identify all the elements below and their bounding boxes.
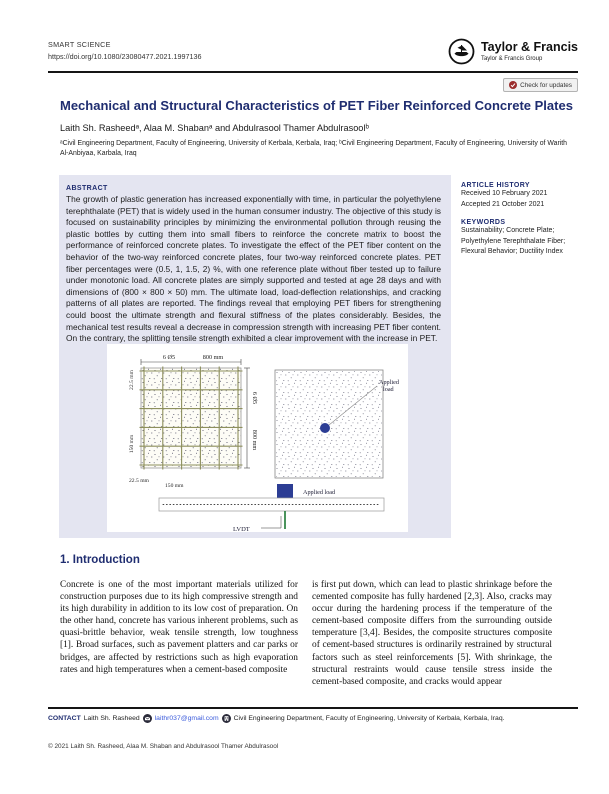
masthead <box>48 40 578 65</box>
publisher-text <box>481 41 578 62</box>
dim-label-bar-spacing: 150 mm <box>129 434 135 454</box>
contact-email-link[interactable]: laithr037@gmail.com <box>154 715 219 722</box>
footer-rule <box>48 707 578 709</box>
article-history-heading: ARTICLE HISTORY <box>461 182 531 189</box>
contact-affiliation: Civil Engineering Department, Faculty of Engineering, University of Kerbala, Kerbala, Iraq. <box>233 715 505 722</box>
applied-load-section-label: Applied load <box>303 489 336 496</box>
keywords-heading: KEYWORDS <box>461 219 506 226</box>
contact-name: Laith Sh. Rasheed <box>83 715 140 722</box>
envelope-icon <box>143 714 152 723</box>
abstract-text: The growth of plastic generation has increased exponentially with time, in particular the polyethylene terephthalate (PET) that is widely used in the human consumer industry. The objective of this study is focused on sustainability principles by minimizing the environmental pollution through reusing the plastic bottles by cutting them into small fibers to reinforce the concrete matrix to boost the performance of reinforced concrete plates. To investigate the effect of the PET fiber content on the behavior of the two-way reinforced concrete plates, four two-way reinforced concrete plates. PET fiber percentages were (0.5, 1, 1.5, 2) %, with one reference plate without fiber tested up to failure under monotonic load. All concrete plates are simply supported and tested at age 28 days and with dimensions of (800 × 800 × 50) mm. The ultimate load, load-deflection relationships, and cracking patterns of all plates are reported. The findings reveal that employing PET fibers for strengthening could boost the ultimate strength and flexural stiffness of the plates considerably. Besides, the mechanical test results reveal a decrease in compression strength with increasing PET fiber content. On the contrary, the splitting tensile strength exhibited a clear improvement with the increase in PET. <box>66 194 441 344</box>
lvdt-label: LVDT <box>233 526 250 532</box>
plate-plan-view <box>129 354 258 489</box>
taylor-francis-ship-icon <box>448 38 475 65</box>
check-for-updates-button[interactable] <box>503 78 578 92</box>
applied-load-point <box>320 423 330 433</box>
dim-label-right-bars: 6 Ø5 <box>251 391 258 405</box>
contact-label: CONTACT <box>48 715 81 722</box>
crossmark-icon <box>509 81 517 89</box>
abstract-heading: ABSTRACT <box>66 185 108 192</box>
copyright-line: © 2021 Laith Sh. Rasheed, Alaa M. Shaban and Abdulrasool Thamer Abdulrasool <box>48 743 279 750</box>
side-column <box>461 182 580 258</box>
doi-link[interactable]: https://doi.org/10.1080/23080477.2021.1997136 <box>48 52 202 61</box>
check-for-updates-label: Check for updates <box>520 81 572 89</box>
header-rule <box>48 71 578 73</box>
dim-label-right-width: 800 mm <box>251 429 258 451</box>
plate-load-view <box>275 370 400 478</box>
building-icon <box>222 714 231 723</box>
accepted-date: Accepted 21 October 2021 <box>461 200 545 208</box>
dim-label-top-bars: 6 Ø5 <box>162 354 176 361</box>
section-heading-introduction: 1. Introduction <box>60 554 140 566</box>
publisher-subtitle: Taylor & Francis Group <box>480 55 543 62</box>
plate-test-setup-figure <box>107 344 408 532</box>
dim-label-bottom-spacing: 150 mm <box>165 483 184 489</box>
intro-column-right: is first put down, which can lead to plastic shrinkage before the cemented composite has fully hardened [2,3]. Also, cracks may occur during the hardening process if the temperature of the cement-based composite differs from the surrounding outside temperature [3,4]. Besides, the composite structures composite of cement-based structures is ordinarily restrained by structural factors such as steel reinforcements [5]. With shrinkage, the structural restraints would cause tensile stress inside the cement-based composite, and cracks would appear <box>312 580 552 687</box>
applied-load-label-line1: Applied <box>379 379 399 386</box>
publisher-name: Taylor & Francis <box>480 40 578 55</box>
keywords-list: Sustainability; Concrete Plate; Polyethylene Terephthalate Fiber; Flexural Behavior; Ductility Index <box>461 227 566 255</box>
journal-block <box>48 40 201 61</box>
abstract-box <box>59 175 451 538</box>
publisher-logo <box>448 38 578 65</box>
dim-label-top-width: 800 mm <box>202 354 224 361</box>
affiliations: ᵃCivil Engineering Department, Faculty of Engineering, University of Kerbala, Kerbala, Iraq; ᵇCivil Engineering Department, Faculty of Engineering, University of Warith Al-Anbiyaa, Karbala, Iraq <box>60 140 568 157</box>
article-title: Mechanical and Structural Characteristics of PET Fiber Reinforced Concrete Plates <box>60 98 573 113</box>
test-section-view <box>159 484 384 532</box>
contact-line <box>48 714 582 723</box>
figure-plate-diagram <box>107 344 408 532</box>
dim-label-corner-margin: 22.5 mm <box>129 370 135 390</box>
dim-label-bottom-corner: 22.5 mm <box>129 478 149 484</box>
load-block <box>277 484 293 498</box>
authors-line: Laith Sh. Rasheedᵃ, Alaa M. Shabanᵃ and Abdulrasool Thamer Abdulrasoolᵇ <box>60 123 369 133</box>
received-date: Received 10 February 2021 <box>461 190 548 197</box>
journal-name: SMART SCIENCE <box>48 40 111 49</box>
intro-column-left: Concrete is one of the most important materials utilized for construction purposes due to its high compressive strength and its high durability in addition to its low cost of preparation. On the other hand, concrete has various inherent problems, such as quasi-brittle behavior, weak tensile strength, low toughness [1]. Broad surfaces, such as pavement platters and car parks or bridges, are affected by restrictions such as high evaporation rates and high temperatures when a cement-based composite <box>60 580 298 675</box>
applied-load-label-line2: load <box>383 386 394 393</box>
